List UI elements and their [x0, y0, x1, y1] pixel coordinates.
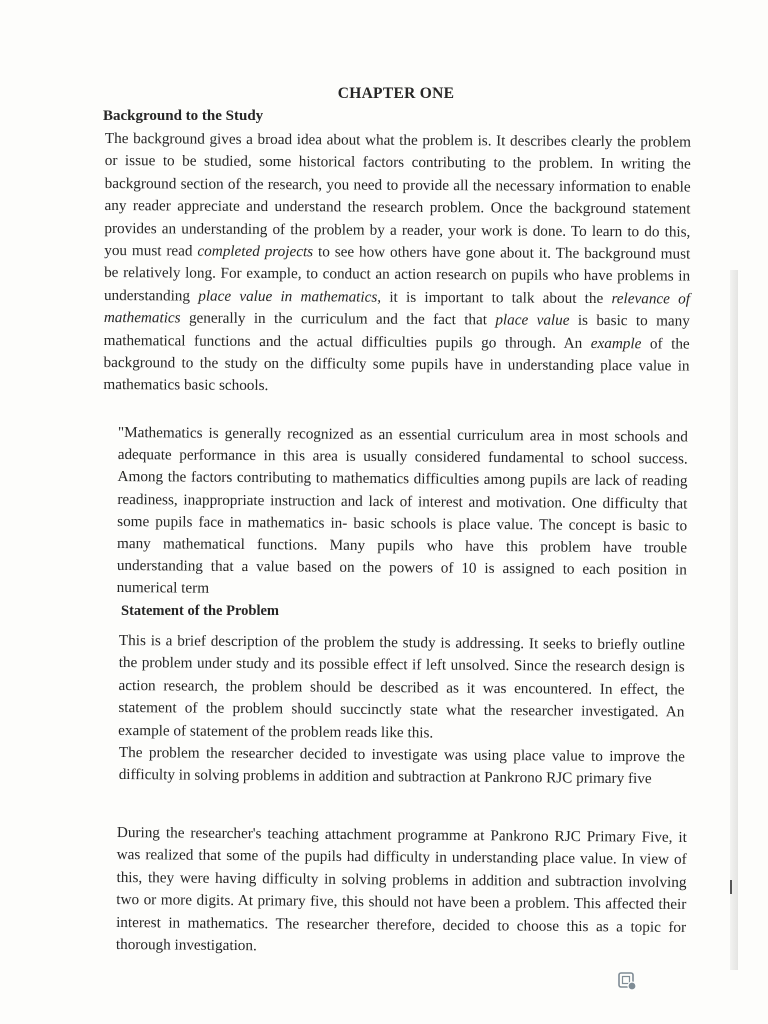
background-quote-paragraph: "Mathematics is generally recognized as an essential curriculum area in most schools and adequate performance in this area is usually considered fundamental to school success. Among the factors contributing to mathematics difficulties among pupils are lack of reading readiness, inappropriate instruction and lack of interest and motivation. One difficulty that some pupils face in mathematics in- basic schools is place value. The concept is basic to many mathematical functions. Many pupils who have this problem have trouble understanding that a value based on the powers of 10 is assigned to each position in numerical term: [116, 423, 688, 598]
chapter-title: CHAPTER ONE: [337, 85, 455, 102]
background-emphasis-relevance: relevance of mathematics: [103, 289, 691, 327]
section-heading-statement: Statement of the Problem: [121, 603, 279, 619]
background-text-6: of the background to the study on the difficulty some pupils have in understanding place value in mathematics basic schools.: [103, 334, 690, 395]
background-emphasis-place-value-in-mathematics: place value in mathematics: [198, 287, 378, 306]
background-emphasis-place-value: place value: [495, 311, 570, 330]
background-emphasis-example: example: [590, 334, 642, 352]
statement-example-paragraph: The problem the researcher decided to investigate was using place value to improve the difficulty in solving problems in addition and subtraction at Pankrono RJC primary five: [118, 743, 685, 788]
background-text-3: , it is important to talk about the: [377, 288, 612, 307]
background-emphasis-completed-projects: completed projects: [197, 242, 314, 261]
statement-intro-paragraph: This is a brief description of the problem the study is addressing. It seeks to briefly outline the problem under study and its possible effect if left unsolved. Since the research design is action research, the problem should be described as it was encountered. In effect, the statement of the problem should succinctly state what the researcher investigated. An example of statement of the problem reads like this.: [118, 631, 685, 742]
background-text-5: is basic to many mathematical functions and the actual difficulties pupils go through. An: [103, 312, 690, 352]
background-text-1: The background gives a broad idea about what the problem is. It describes clearly the problem or issue to be studied, some historical factors contributing to the problem. In writing the background section of the research, you need to provide all the necessary information to enable any reader appreciate and understand the research problem. Once the background statement provides an understanding of the problem by a reader, your work is done. To learn to do this, you must read: [104, 129, 691, 260]
background-paragraph: [103, 128, 691, 400]
statement-detail-paragraph: During the researcher's teaching attachment programme at Pankrono RJC Primary Five, it was realized that some of the pupils had difficulty in understanding place value. In view of this, they were having difficulty in solving problems in addition and subtraction involving two or more digits. At primary five, this should not have been a problem. This affected their interest in mathematics. The researcher therefore, decided to choose this as a topic for thorough investigation.: [115, 823, 687, 955]
background-text-4: generally in the curriculum and the fact that: [180, 309, 496, 329]
scan-watermark-icon: [616, 970, 638, 992]
background-text-2: to see how others have gone about it. The background must be relatively long. For example, to conduct an action research on pupils who have problems in understanding: [103, 243, 691, 305]
section-heading-background: Background to the Study: [103, 108, 264, 124]
